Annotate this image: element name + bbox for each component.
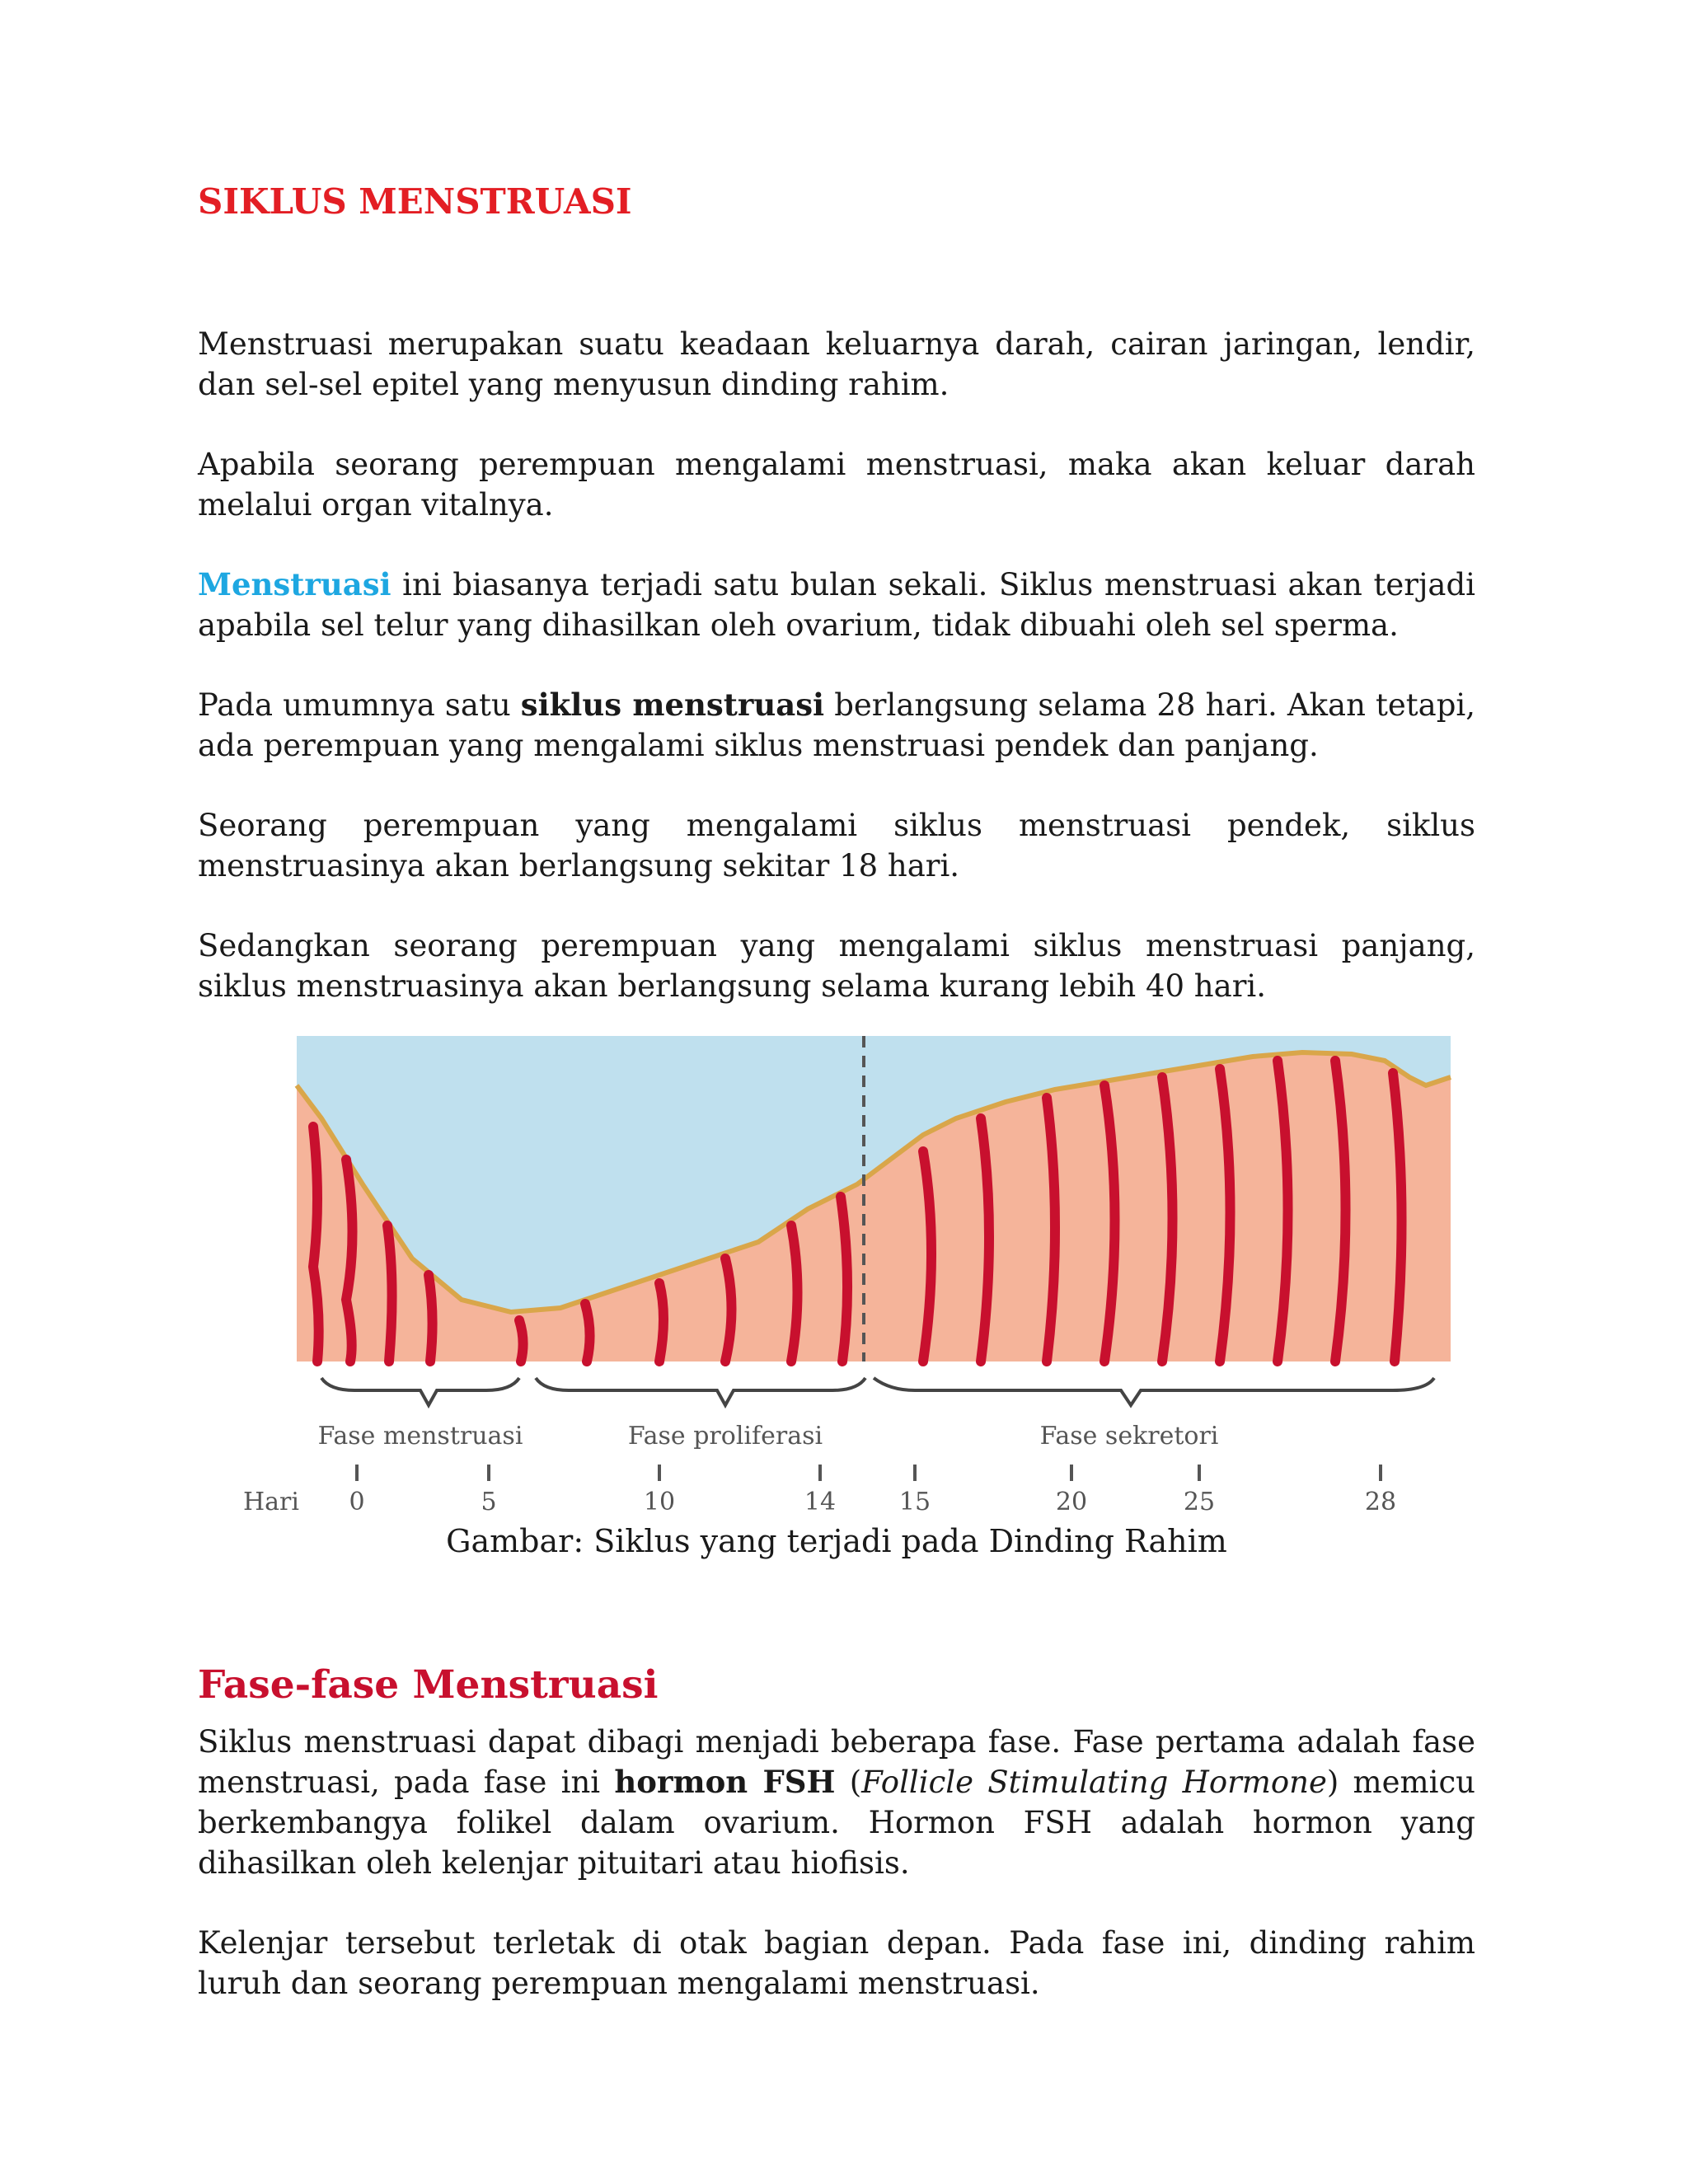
day-tick-label: 20 <box>1055 1488 1088 1516</box>
phase-label-menstruasi: Fase menstruasi <box>317 1422 523 1451</box>
day-tick-label: 10 <box>643 1488 676 1516</box>
bold-term: siklus menstruasi <box>520 687 825 723</box>
day-tick-label: 15 <box>898 1488 931 1516</box>
uterine-wall-illustration <box>198 1036 1475 1516</box>
day-tick-label: 28 <box>1364 1488 1397 1516</box>
section-paragraph-2: Kelenjar tersebut terletak di otak bagian depan. Pada fase ini, dinding rahim luruh dan seorang perempuan mengalami menstruasi. <box>198 1925 1475 2001</box>
section-paragraph-1: Siklus menstruasi dapat dibagi menjadi beberapa fase. Fase pertama adalah fase menstruasi, pada fase ini hormon FSH (Follicle Stimulating Hormone) memicu berkembangya folikel dalam ovarium. Hormon FSH adalah hormon yang dihasilkan oleh kelenjar pituitari atau hiofisis. <box>198 1724 1476 1881</box>
phase-label-proliferasi: Fase proliferasi <box>627 1422 823 1451</box>
day-axis-label: Hari <box>243 1488 299 1516</box>
section-heading: Fase-fase Menstruasi <box>198 1662 659 1708</box>
document-page <box>198 177 1475 2004</box>
paragraph-3: Menstruasi ini biasanya terjadi satu bulan sekali. Siklus menstruasi akan terjadi apabila sel telur yang dihasilkan oleh ovarium, tidak dibuahi oleh sel sperma. <box>198 566 1475 643</box>
menstruasi-link[interactable]: Menstruasi <box>198 566 392 602</box>
bold-term: hormon FSH <box>614 1764 836 1800</box>
paragraph-4: Pada umumnya satu siklus menstruasi berlangsung selama 28 hari. Akan tetapi, ada perempuan yang mengalami siklus menstruasi pendek dan panjang. <box>198 687 1475 763</box>
day-tick-label: 0 <box>349 1488 365 1516</box>
day-ticks <box>357 1465 1381 1481</box>
italic-term: Follicle Stimulating Hormone <box>861 1765 1327 1800</box>
phase-label-sekretori: Fase sekretori <box>1039 1422 1219 1451</box>
paragraph-6: Sedangkan seorang perempuan yang mengalami siklus menstruasi panjang, siklus menstruasinya akan berlangsung selama kurang lebih 40 hari. <box>198 928 1475 1004</box>
paragraph-1: Menstruasi merupakan suatu keadaan keluarnya darah, cairan jaringan, lendir, dan sel-sel epitel yang menyusun dinding rahim. <box>198 326 1475 402</box>
figure-caption: Gambar: Siklus yang terjadi pada Dinding Rahim <box>446 1523 1227 1559</box>
phase-brackets <box>321 1378 1434 1405</box>
uterine-wall-figure <box>198 1036 1475 1516</box>
day-tick-label: 5 <box>481 1488 497 1516</box>
paragraph-2: Apabila seorang perempuan mengalami menstruasi, maka akan keluar darah melalui organ vitalnya. <box>198 447 1475 523</box>
paragraph-5: Seorang perempuan yang mengalami siklus menstruasi pendek, siklus menstruasinya akan berlangsung sekitar 18 hari. <box>198 808 1475 883</box>
page-title: SIKLUS MENSTRUASI <box>198 181 632 222</box>
day-tick-label: 25 <box>1183 1488 1216 1516</box>
day-tick-label: 14 <box>804 1488 837 1516</box>
